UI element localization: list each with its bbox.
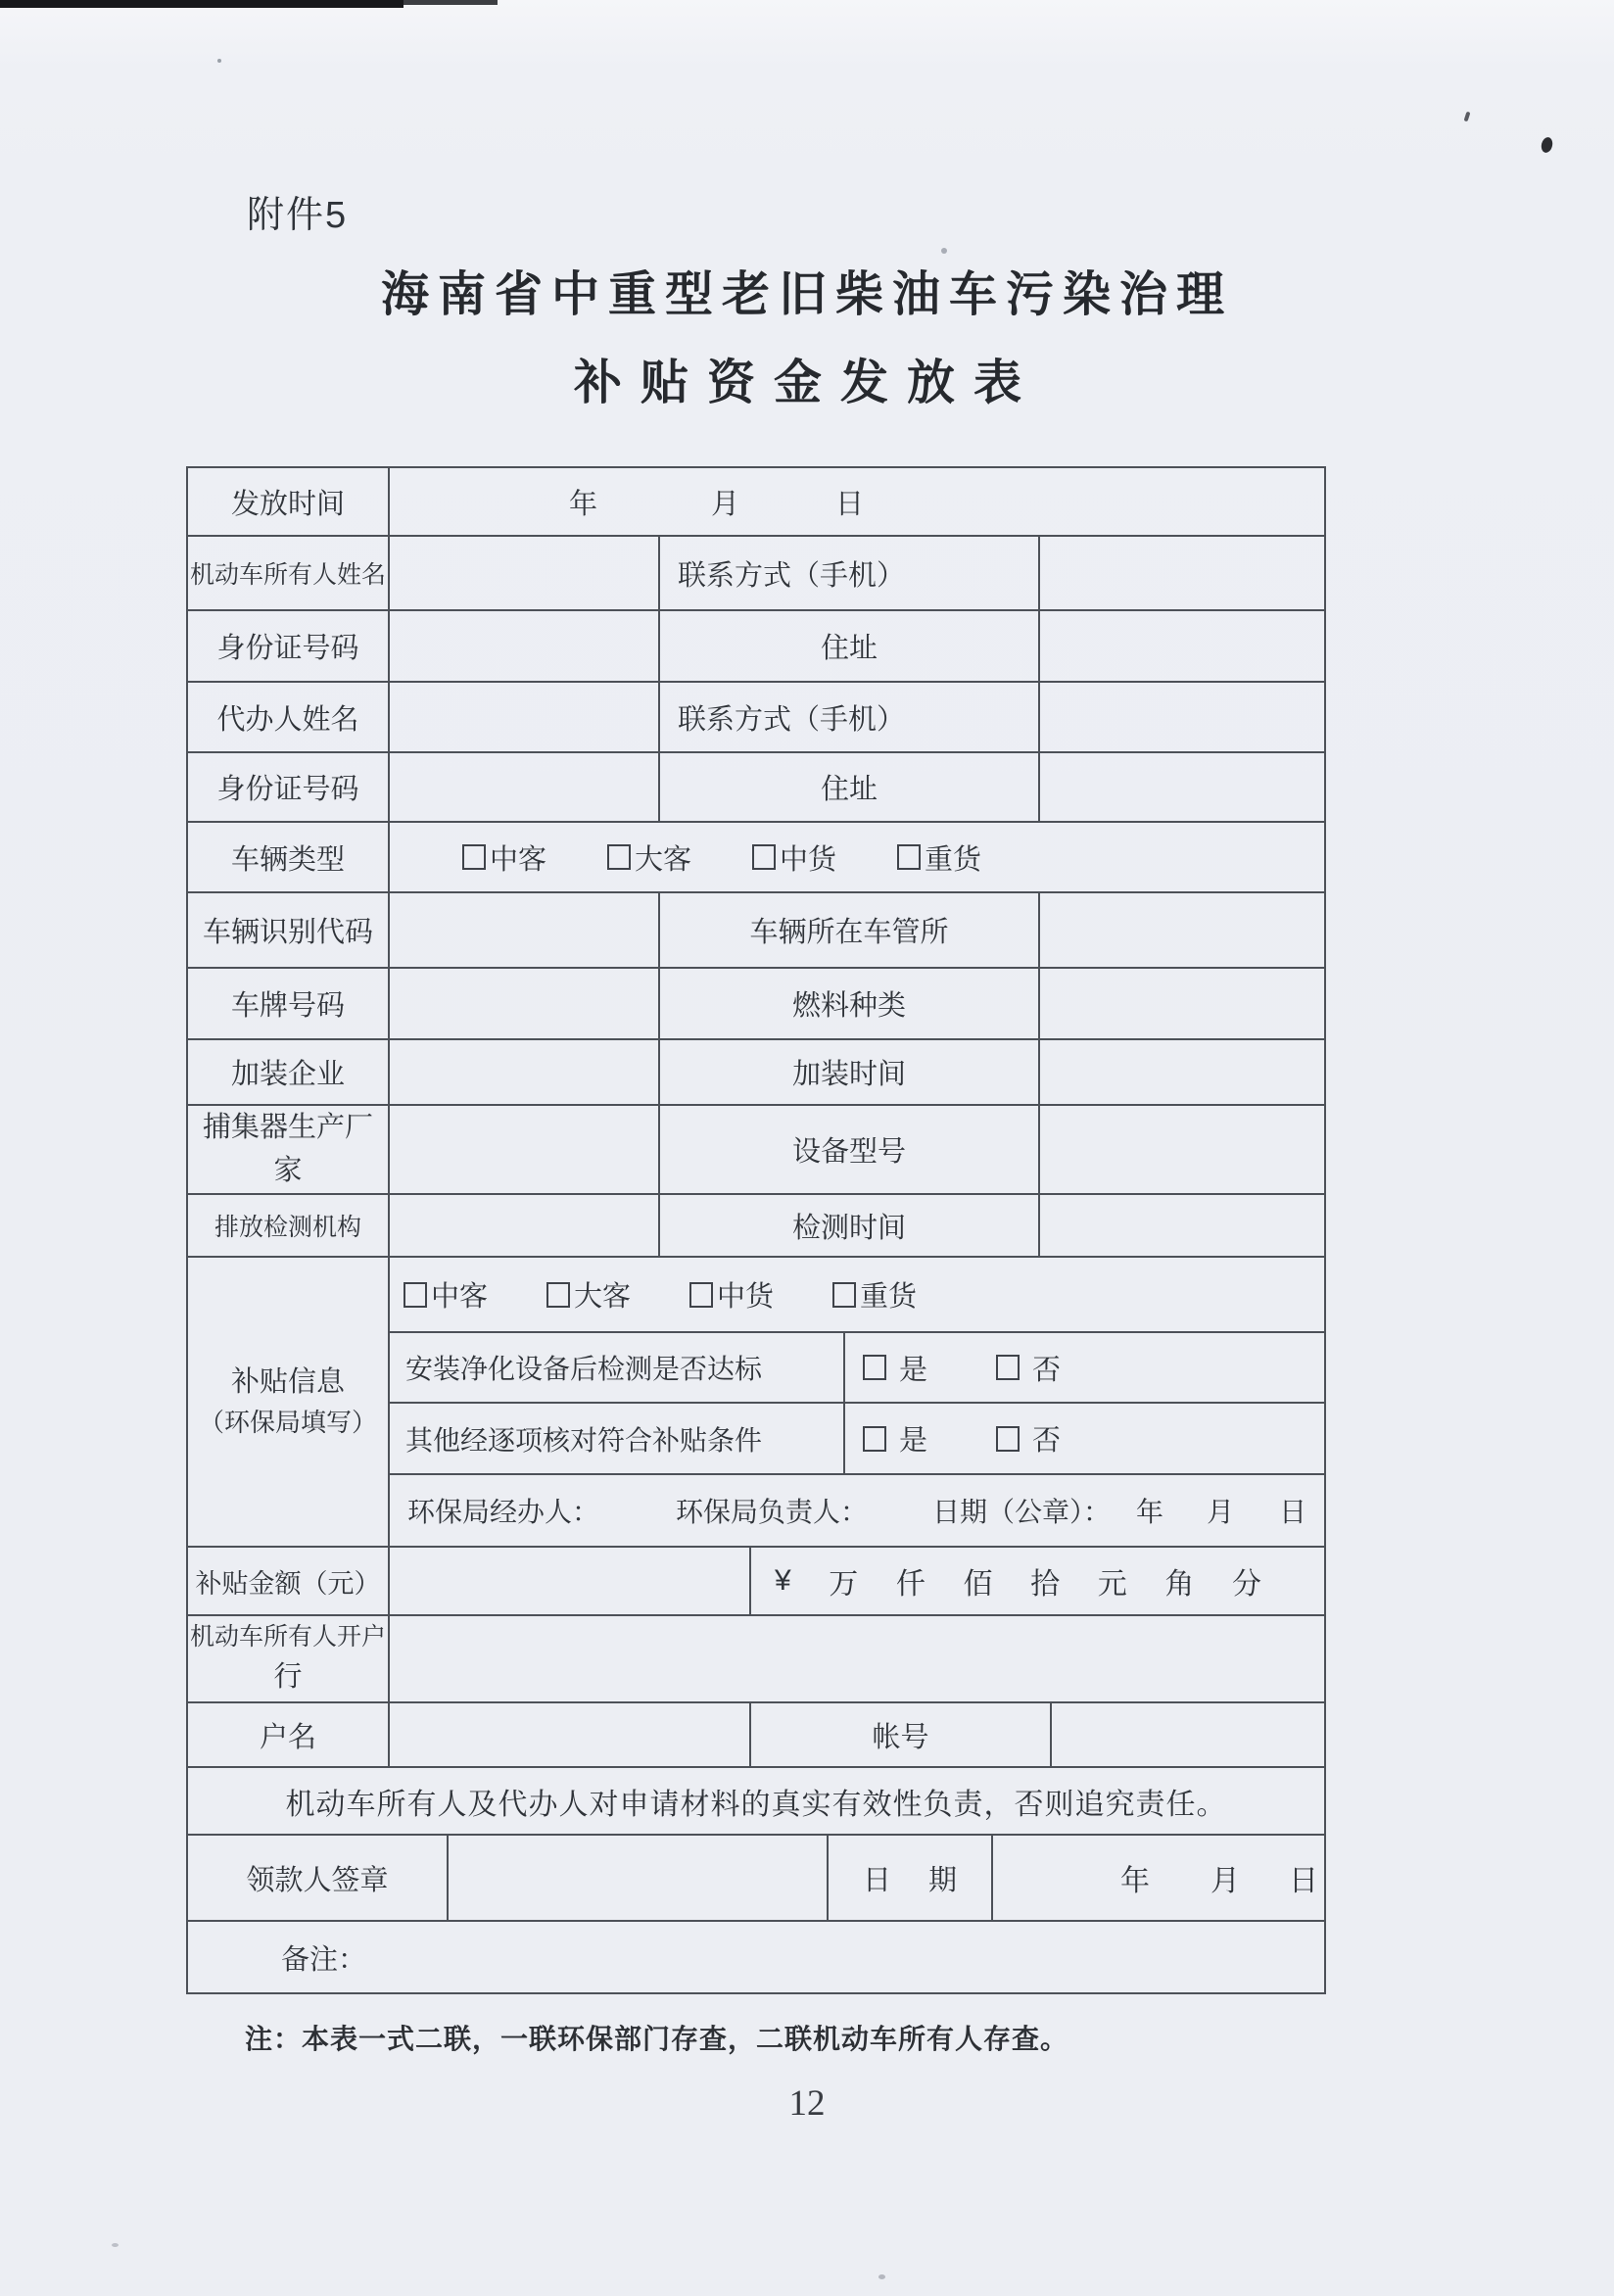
- paper-speck: [217, 59, 221, 63]
- label-line2: 行: [273, 1660, 303, 1693]
- owner-id-input-cell: [390, 611, 660, 681]
- signature-date-value-cell: [993, 1836, 1324, 1920]
- subsidy-signoff-row: [390, 1475, 1324, 1546]
- question1-label: 安装净化设备后检测是否达标: [390, 1333, 845, 1402]
- vehicle-dmv-input-cell: [1040, 893, 1324, 967]
- account-no-label: 帐号: [751, 1703, 1052, 1766]
- row-issue-time: [188, 468, 1324, 537]
- subsidy-amount-label: 补贴金额（元）: [188, 1548, 390, 1614]
- month-label: 月: [1207, 1497, 1235, 1528]
- retrofit-time-label: 加装时间: [660, 1040, 1040, 1104]
- month-label: 月: [711, 488, 740, 520]
- device-model-input-cell: [1040, 1106, 1324, 1193]
- owner-address-input-cell: [1040, 611, 1324, 681]
- unit-yuan: 元: [1097, 1568, 1127, 1601]
- checkbox-icon: [689, 1282, 713, 1308]
- agent-contact-input-cell: [1040, 683, 1324, 751]
- document-title-line1: 海南省中重型老旧柴油车污染治理: [380, 268, 1233, 321]
- subsidy-question1-row: [390, 1333, 1324, 1404]
- row-owner-bank: [188, 1616, 1324, 1703]
- retrofit-time-input-cell: [1040, 1040, 1324, 1104]
- document-title-line2: 补贴资金发放表: [573, 357, 1040, 409]
- epa-date-label: 日期（公章）：: [932, 1497, 1112, 1528]
- subsidy-amount-input-cell: [390, 1548, 751, 1614]
- scan-edge-artifact: [404, 0, 498, 5]
- remark-label: 备注：: [281, 1943, 367, 1976]
- owner-contact-input-cell: [1040, 537, 1324, 609]
- row-agent-id: [188, 753, 1324, 823]
- checkbox-icon: [863, 1355, 886, 1380]
- row-subsidy-amount: [188, 1548, 1324, 1616]
- row-emission-test-org: [188, 1195, 1324, 1258]
- question2-label: 其他经逐项核对符合补贴条件: [390, 1404, 845, 1474]
- owner-bank-label: [188, 1616, 390, 1701]
- issue-time-label: 发放时间: [188, 468, 390, 535]
- no-label: 否: [1032, 1354, 1062, 1386]
- row-payee-signature: [188, 1836, 1324, 1922]
- row-retrofit-company: [188, 1040, 1324, 1106]
- option-label: 中货: [717, 1281, 775, 1314]
- question1-answer-cell: [845, 1333, 1324, 1402]
- unit-jiao: 角: [1164, 1568, 1195, 1601]
- option-label: 重货: [860, 1281, 918, 1314]
- paper-speck: [878, 2274, 885, 2279]
- date-char: 日: [862, 1864, 891, 1896]
- label-line1: 机动车所有人开户: [189, 1623, 386, 1650]
- unit-shi: 拾: [1030, 1568, 1061, 1601]
- row-owner-id: [188, 611, 1324, 683]
- row-declaration: [188, 1768, 1324, 1836]
- retrofit-company-input-cell: [390, 1040, 660, 1104]
- scan-edge-artifact: [0, 0, 404, 8]
- trap-manufacturer-input-cell: [390, 1106, 660, 1193]
- epa-handler-label: 环保局经办人：: [407, 1497, 600, 1528]
- row-vin: [188, 893, 1324, 969]
- question2-answer-cell: [845, 1404, 1324, 1474]
- subsidy-info-subtable: [390, 1258, 1324, 1546]
- account-name-label: 户名: [188, 1703, 390, 1766]
- vin-input-cell: [390, 893, 660, 967]
- row-trap-manufacturer: [188, 1106, 1324, 1195]
- unit-fen: 分: [1231, 1568, 1261, 1601]
- owner-bank-input-cell: [390, 1616, 1324, 1701]
- date-char: 期: [928, 1864, 958, 1896]
- label-line1: 补贴信息: [230, 1365, 345, 1398]
- plate-no-input-cell: [390, 969, 660, 1038]
- retrofit-company-label: 加装企业: [188, 1040, 390, 1104]
- agent-address-label: 住址: [660, 753, 1040, 821]
- paper-speck: [112, 2243, 119, 2247]
- test-time-label: 检测时间: [660, 1195, 1040, 1256]
- subsidy-option: [689, 1274, 774, 1315]
- plate-no-label: 车牌号码: [188, 969, 390, 1038]
- yes-label: 是: [899, 1425, 928, 1458]
- device-model-label: 设备型号: [660, 1106, 1040, 1193]
- checkbox-icon: [996, 1426, 1020, 1452]
- trap-manufacturer-label: [188, 1106, 390, 1193]
- year-label: 年: [569, 488, 598, 520]
- checkbox-icon: [462, 844, 486, 870]
- subsidy-option: [546, 1274, 631, 1315]
- issue-time-value-cell: [390, 468, 1324, 535]
- agent-id-label: 身份证号码: [188, 753, 390, 821]
- amount-digit-units: [751, 1548, 1324, 1614]
- option-label: 中货: [780, 843, 837, 876]
- option-label: 重货: [925, 843, 982, 876]
- day-label: 日: [1289, 1865, 1318, 1897]
- vehicle-type-option: [462, 837, 546, 878]
- vehicle-type-option: [752, 837, 836, 878]
- unit-qian: 仟: [895, 1568, 926, 1601]
- yes-label: 是: [899, 1354, 928, 1386]
- checkbox-icon: [897, 844, 921, 870]
- row-plate-no: [188, 969, 1324, 1040]
- no-label: 否: [1032, 1425, 1062, 1458]
- row-remark: [188, 1922, 1324, 1992]
- vehicle-type-option: [607, 837, 691, 878]
- owner-id-label: 身份证号码: [188, 611, 390, 681]
- checkbox-icon: [832, 1282, 856, 1308]
- epa-chief-label: 环保局负责人：: [676, 1497, 869, 1528]
- account-no-input-cell: [1052, 1703, 1324, 1766]
- checkbox-icon: [863, 1426, 886, 1452]
- emission-test-org-input-cell: [390, 1195, 660, 1256]
- option-label: 中客: [490, 843, 547, 876]
- label-line2: （环保局填写）: [198, 1408, 377, 1438]
- page-number: 12: [788, 2083, 826, 2124]
- agent-contact-label: 联系方式（手机）: [660, 683, 1040, 751]
- label-line1: 捕集器生产厂: [202, 1112, 373, 1143]
- fuel-type-label: 燃料种类: [660, 969, 1040, 1038]
- fuel-type-input-cell: [1040, 969, 1324, 1038]
- vehicle-type-option: [897, 837, 981, 878]
- vehicle-dmv-label: 车辆所在车管所: [660, 893, 1040, 967]
- row-vehicle-type: [188, 823, 1324, 893]
- checkbox-icon: [546, 1282, 570, 1308]
- row-agent-name: [188, 683, 1324, 753]
- owner-name-label: 机动车所有人姓名: [188, 537, 390, 609]
- subsidy-info-label: [188, 1258, 390, 1546]
- row-account: [188, 1703, 1324, 1768]
- vehicle-type-label: 车辆类型: [188, 823, 390, 891]
- owner-name-input-cell: [390, 537, 660, 609]
- vin-label: 车辆识别代码: [188, 893, 390, 967]
- vehicle-type-options: [390, 823, 1324, 891]
- subsidy-option: [832, 1274, 917, 1315]
- agent-address-input-cell: [1040, 753, 1324, 821]
- ink-dot-artifact: [1464, 112, 1471, 122]
- owner-contact-label: 联系方式（手机）: [660, 537, 1040, 609]
- test-time-input-cell: [1040, 1195, 1324, 1256]
- unit-wan: 万: [829, 1568, 859, 1601]
- payee-signature-label: 领款人签章: [188, 1836, 449, 1920]
- subsidy-form-table: [186, 466, 1326, 1994]
- subsidy-question2-row: [390, 1404, 1324, 1476]
- agent-name-label: 代办人姓名: [188, 683, 390, 751]
- signature-date-label: [829, 1836, 993, 1920]
- label-line2: 家: [273, 1154, 303, 1186]
- footnote: 注：本表一式二联，一联环保部门存查，二联机动车所有人存查。: [245, 2024, 1069, 2054]
- day-label: 日: [835, 488, 865, 520]
- checkbox-icon: [607, 844, 631, 870]
- option-label: 大客: [635, 843, 692, 876]
- payee-signature-input-cell: [449, 1836, 829, 1920]
- year-label: 年: [1120, 1865, 1150, 1897]
- checkbox-icon: [752, 844, 776, 870]
- paper-speck: [941, 248, 947, 254]
- month-label: 月: [1210, 1865, 1240, 1897]
- day-label: 日: [1279, 1497, 1307, 1528]
- emission-test-org-label: 排放检测机构: [188, 1195, 390, 1256]
- option-label: 中客: [431, 1281, 489, 1314]
- year-label: 年: [1136, 1497, 1164, 1528]
- agent-id-input-cell: [390, 753, 660, 821]
- agent-name-input-cell: [390, 683, 660, 751]
- owner-address-label: 住址: [660, 611, 1040, 681]
- attachment-label: 附件5: [247, 195, 349, 236]
- row-subsidy-info: [188, 1258, 1324, 1548]
- unit-bai: 佰: [963, 1568, 993, 1601]
- yuan-sign: ¥: [775, 1564, 791, 1597]
- account-name-input-cell: [390, 1703, 751, 1766]
- subsidy-option: [404, 1274, 488, 1315]
- checkbox-icon: [996, 1355, 1020, 1380]
- row-owner-name: [188, 537, 1324, 611]
- ink-dot-artifact: [1540, 136, 1554, 154]
- subsidy-vehicle-options: [390, 1258, 1324, 1333]
- checkbox-icon: [404, 1282, 427, 1308]
- declaration-text: 机动车所有人及代办人对申请材料的真实有效性负责，否则追究责任。: [285, 1788, 1227, 1821]
- option-label: 大客: [574, 1281, 632, 1314]
